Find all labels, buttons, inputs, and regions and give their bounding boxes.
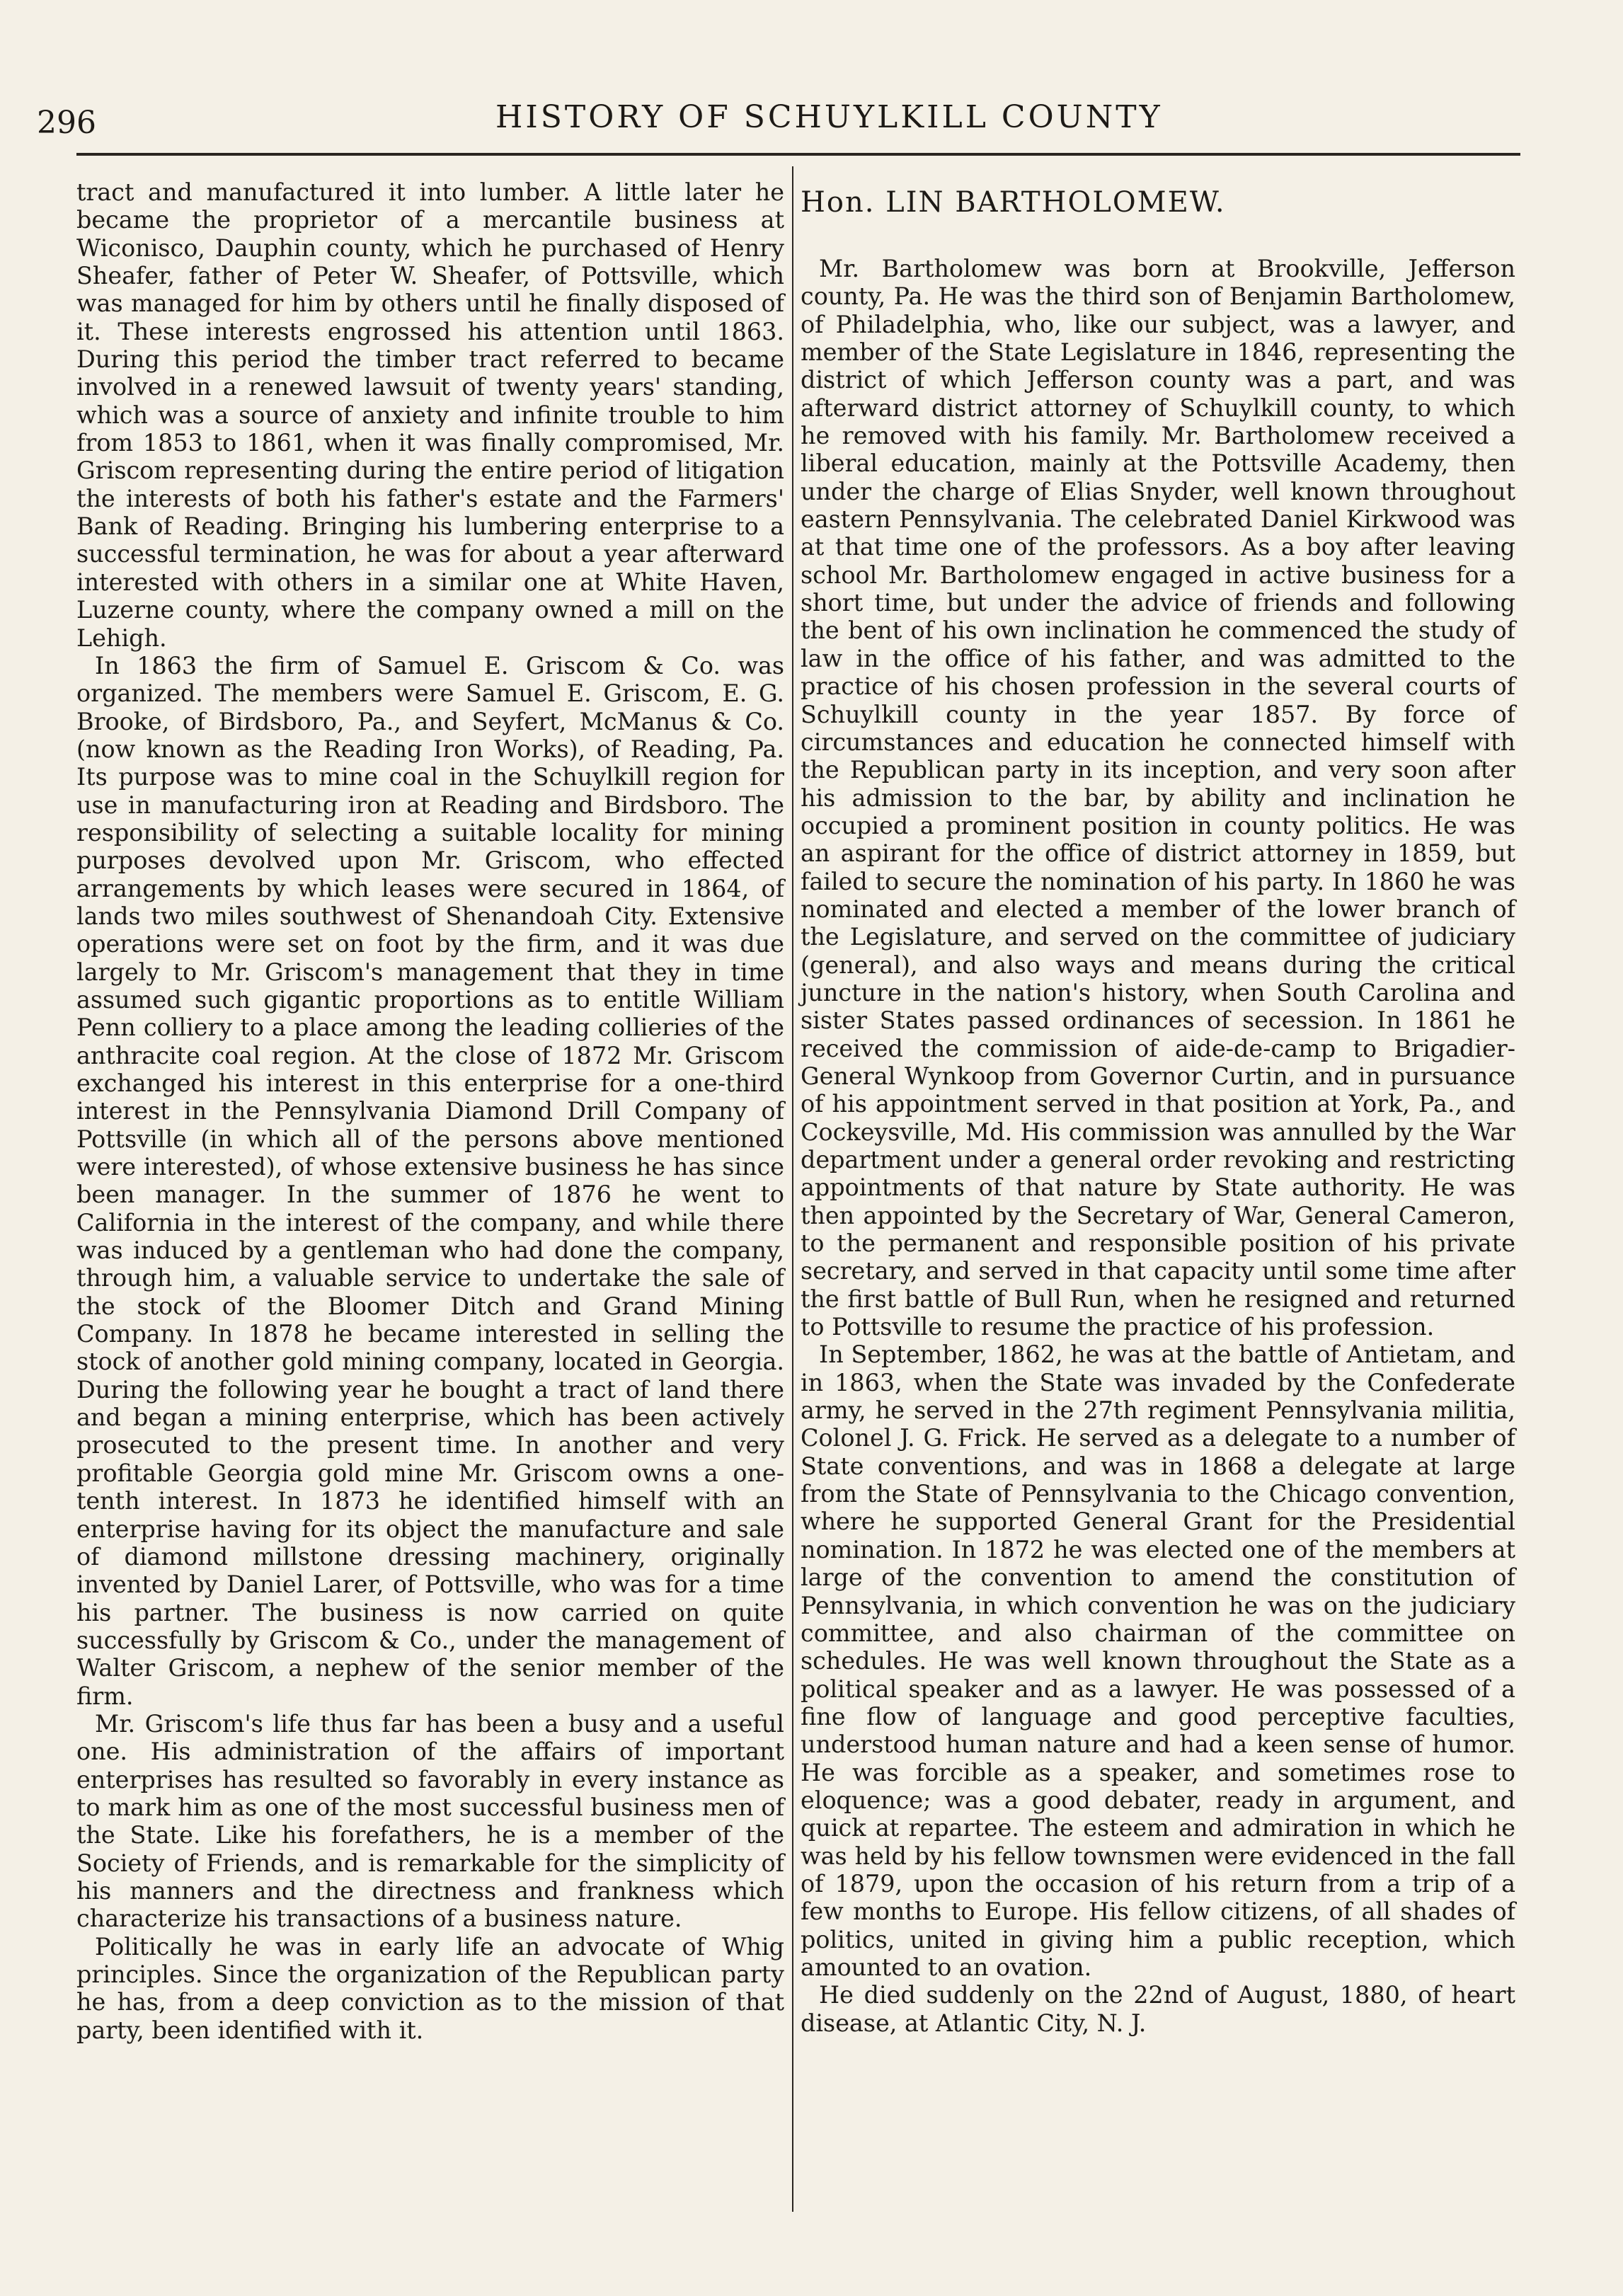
paragraph: tract and manufactured it into lumber. A little later he became the proprietor of a mercantile business at Wiconisco, Dauphin county, which he purchased of Henry Sheafer, father of Peter W. Sheafer, of Pottsville, which was managed for him by others until he finally disposed of it. These interests engrossed his attention until 1863. During this period the timber tract referred to became involved in a renewed lawsuit of twenty years' standing, which was a source of anxiety and infinite trouble to him from 1853 to 1861, when it was finally compromised, Mr. Griscom representing during the entire period of litigation the interests of both his father's estate and the Farmers' Bank of Reading. Bringing his lumbering enterprise to a successful termination, he was for about a year afterward interested with others in a similar one at White Haven, Luzerne county, where the company owned a mill on the Lehigh. [76,178,784,652]
left-column [76,178,784,2044]
article-title: Hon. LIN BARTHOLOMEW. [801,186,1226,219]
paragraph: In 1863 the firm of Samuel E. Griscom & Co. was organized. The members were Samuel E. Griscom, E. G. Brooke, of Birdsboro, Pa., and Seyfert, McManus & Co. (now known as the Reading Iron Works), of Reading, Pa. Its purpose was to mine coal in the Schuylkill region for use in manufacturing iron at Reading and Birdsboro. The responsibility of selecting a suitable locality for mining purposes devolved upon Mr. Griscom, who effected arrangements by which leases were secured in 1864, of lands two miles southwest of Shenandoah City. Extensive operations were set on foot by the firm, and it was due largely to Mr. Griscom's management that they in time assumed such gigantic proportions as to entitle William Penn colliery to a place among the leading collieries of the anthracite coal region. At the close of 1872 Mr. Griscom exchanged his interest in this enterprise for a one-third interest in the Pennsylvania Diamond Drill Company of Pottsville (in which all of the persons above mentioned were interested), of whose extensive business he has since been manager. In the summer of 1876 he went to California in the interest of the company, and while there was induced by a gentleman who had done the company, through him, a valuable service to undertake the sale of the stock of the Bloomer Ditch and Grand Mining Company. In 1878 he became interested in selling the stock of another gold mining company, located in Georgia. During the following year he bought a tract of land there and began a mining enterprise, which has been actively prosecuted to the present time. In another and very profitable Georgia gold mine Mr. Griscom owns a one-tenth interest. In 1873 he identified himself with an enterprise having for its object the manufacture and sale of diamond millstone dressing machinery, originally invented by Daniel Larer, of Pottsville, who was for a time his partner. The business is now carried on quite successfully by Griscom & Co., under the management of Walter Griscom, a nephew of the senior member of the firm. [76,651,784,1710]
paragraph: In September, 1862, he was at the battle of Antietam, and in 1863, when the State was invaded by the Confederate army, he served in the 27th regiment Pennsylvania militia, Colonel J. G. Frick. He served as a delegate to a number of State conventions, and was in 1868 a delegate at large from the State of Pennsylvania to the Chicago convention, where he supported General Grant for the Presidential nomination. In 1872 he was elected one of the members at large of the convention to amend the constitution of Pennsylvania, in which convention he was on the judiciary committee, and also chairman of the committee on schedules. He was well known throughout the State as a political speaker and as a lawyer. He was possessed of a fine flow of language and good perceptive faculties, understood human nature and had a keen sense of humor. He was forcible as a speaker, and sometimes rose to eloquence; was a good debater, ready in argument, and quick at repartee. The esteem and admiration in which he was held by his fellow townsmen were evidenced in the fall of 1879, upon the occasion of his return from a trip of a few months to Europe. His fellow citizens, of all shades of politics, united in giving him a public reception, which amounted to an ovation. [801,1341,1515,1981]
running-title: HISTORY OF SCHUYLKILL COUNTY [495,99,1163,135]
paragraph: Mr. Griscom's life thus far has been a busy and a useful one. His administration of the affairs of important enterprises has resulted so favorably in every instance as to mark him as one of the most successful business men of the State. Like his forefathers, he is a member of the Society of Friends, and is remarkable for the simplicity of his manners and the directness and frankness which characterize his transactions of a business nature. [76,1709,784,1933]
paragraph: Politically he was in early life an advocate of Whig principles. Since the organization of the Republican party he has, from a deep conviction as to the mission of that party, been identified with it. [76,1932,784,2044]
paragraph: Mr. Bartholomew was born at Brookville, Jefferson county, Pa. He was the third son of Benjamin Bartholomew, of Philadelphia, who, like our subject, was a lawyer, and member of the State Legislature in 1846, representing the district of which Jefferson county was a part, and was afterward district attorney of Schuylkill county, to which he removed with his family. Mr. Bartholomew received a liberal education, mainly at the Pottsville Academy, then under the charge of Elias Snyder, well known throughout eastern Pennsylvania. The celebrated Daniel Kirkwood was at that time one of the professors. As a boy after leaving school Mr. Bartholomew engaged in active business for a short time, but under the advice of friends and following the bent of his own inclination he commenced the study of law in the office of his father, and was admitted to the practice of his chosen profession in the several courts of Schuylkill county in the year 1857. By force of circumstances and education he connected himself with the Republican party in its inception, and very soon after his admission to the bar, by ability and inclination he occupied a prominent position in county politics. He was an aspirant for the office of district attorney in 1859, but failed to secure the nomination of his party. In 1860 he was nominated and elected a member of the lower branch of the Legislature, and served on the committee of judiciary (general), and also ways and means during the critical juncture in the nation's history, when South Carolina and sister States passed ordinances of secession. In 1861 he received the commission of aide-de-camp to Brigadier-General Wynkoop from Governor Curtin, and in pursuance of his appointment served in that position at York, Pa., and Cockeysville, Md. His commission was annulled by the War department under a general order revoking and restricting appointments of that nature by State authority. He was then appointed by the Secretary of War, General Cameron, to the permanent and responsible position of his private secretary, and served in that capacity until some time after the first battle of Bull Run, when he resigned and returned to Pottsville to resume the practice of his profession. [801,255,1515,1341]
right-column [801,178,1515,2037]
paragraph: He died suddenly on the 22nd of August, 1880, of heart disease, at Atlantic City, N. J. [801,1981,1515,2037]
header-rule [76,153,1520,156]
page-header [0,92,1623,149]
page-number: 296 [37,105,96,141]
column-divider [792,166,793,2212]
